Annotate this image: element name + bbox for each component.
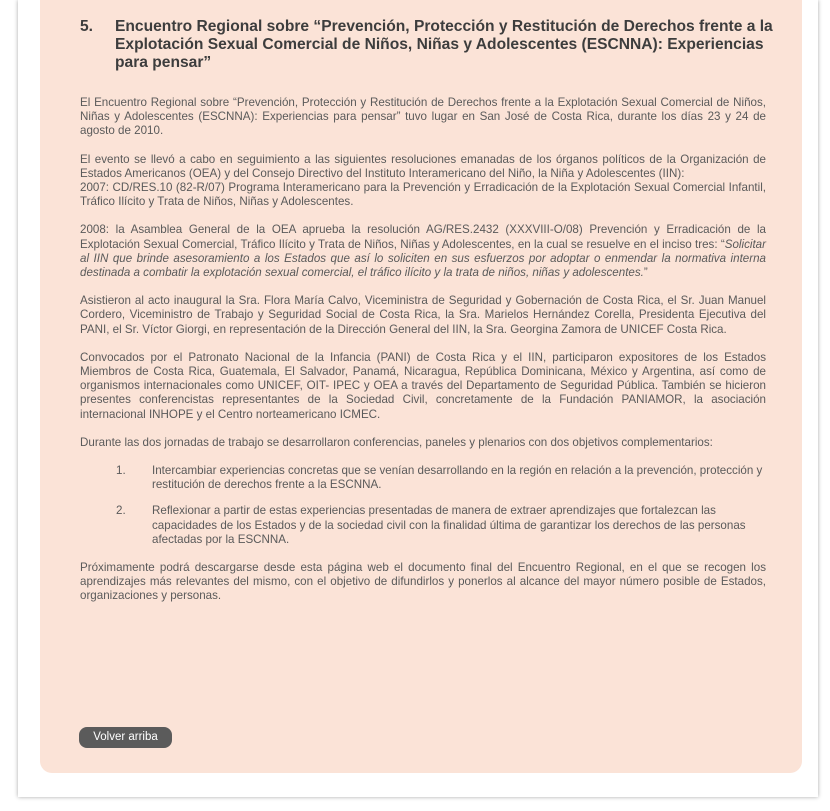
list-item-number: 2. — [116, 504, 126, 518]
resolution-2007: 2007: CD/RES.10 (82-R/07) Programa Interamericano para la Prevención y Erradicación de la Explotación Sexual Comercial Infantil, Tráfico Ilícito y Trata de Niños, Niñas y Adolescentes. — [80, 181, 766, 209]
resolution-quote-end: ” — [643, 266, 648, 280]
paragraph-attendees: Asistieron al acto inaugural la Sra. Flora María Calvo, Viceministra de Seguridad y Gobernación de Costa Rica, el Sr. Juan Manuel Cordero, Viceministro de Trabajo y Seguridad Social de Costa Rica, la Sra. Marielos Hernández Corella, Presidenta Ejecutiva del PANI, el Sr. Víctor Giorgi, en representación de la Dirección General del IIN, la Sra. Georgina Zamora de UNICEF Costa Rica. — [80, 294, 766, 336]
resolution-quote: Solicitar al IIN que brinde asesoramiento a los Estados que así lo soliciten en sus esfuerzos por adoptar o enmendar la normativa interna destinada a combatir la explotación sexual comercial, el tráfico ilícito y la trata de niños, niñas y adolescentes. — [80, 237, 766, 280]
list-item — [80, 464, 766, 492]
paragraph-participants: Convocados por el Patronato Nacional de la Infancia (PANI) de Costa Rica y el IIN, participaron expositores de los Estados Miembros de Costa Rica, Guatemala, El Salvador, Panamá, Nicaragua, República Dominicana, México y Argentina, así como de organismos internacionales como UNICEF, OIT- IPEC y OEA a través del Departamento de Seguridad Pública. También se hicieron presentes conferencistas representantes de la Sociedad Civil, concretamente de la Fundación PANIAMOR, la asociación internacional INHOPE y el Centro norteamericano ICMEC. — [80, 350, 766, 421]
paragraph-intro: El Encuentro Regional sobre “Prevención, Protección y Restitución de Derechos frente a la Explotación Sexual Comercial de Niños, Niñas y Adolescentes (ESCNNA): Experiencias para pensar” tuvo lugar en San José de Costa Rica, durante los días 23 y 24 de agosto de 2010. — [80, 96, 766, 138]
resolutions-text: El evento se llevó a cabo en seguimiento a las siguientes resoluciones emanadas de los órganos políticos de la Organización de Estados Americanos (OEA) y del Consejo Directivo del Instituto Interamericano del Niño, la Niña y Adolescentes (IIN): — [80, 152, 766, 180]
section-title: Encuentro Regional sobre “Prevención, Protección y Restitución de Derechos frente a la Explotación Sexual Comercial de Niños, Niñas y Adolescentes (ESCNNA): Experiencias para pensar” — [115, 18, 773, 71]
resolution-2008-intro: 2008: la Asamblea General de la OEA aprueba la resolución AG/RES.2432 (XXXVIII-O/08) Prevención y Erradicación de la Explotación Sexual Comercial, Tráfico Ilícito y Trata de Niños, Niñas y Adolescentes, en la cual se resuelve en el inciso tres: “ — [80, 223, 766, 251]
paragraph-resolution-2008 — [80, 223, 766, 280]
back-to-top-button[interactable]: Volver arriba — [79, 727, 172, 748]
paragraph-resolutions — [80, 153, 766, 210]
list-item-number: 1. — [116, 464, 126, 478]
list-item-text: Intercambiar experiencias concretas que se venían desarrollando en la región en relación a la prevención, protección y restitución de derechos frente a la ESCNNA. — [152, 464, 763, 492]
objectives-list — [80, 464, 766, 547]
paragraph-objectives-intro: Durante las dos jornadas de trabajo se desarrollaron conferencias, paneles y plenarios con dos objetivos complementarios: — [80, 435, 713, 449]
paragraph-closing: Próximamente podrá descargarse desde esta página web el documento final del Encuentro Regional, en el que se recogen los aprendizajes más relevantes del mismo, con el objetivo de difundirlos y ponerlos al alcance del mayor número posible de Estados, organizaciones y personas. — [80, 561, 766, 603]
list-item — [80, 504, 766, 547]
section-number: 5. — [80, 18, 94, 35]
article-body — [80, 96, 766, 618]
list-item-text: Reflexionar a partir de estas experiencias presentadas de manera de extraer aprendizajes que fortalezcan las capacidades de los Estados y de la sociedad civil con la finalidad última de garantizar los derechos de las personas afectadas por la ESCNNA. — [152, 504, 746, 546]
